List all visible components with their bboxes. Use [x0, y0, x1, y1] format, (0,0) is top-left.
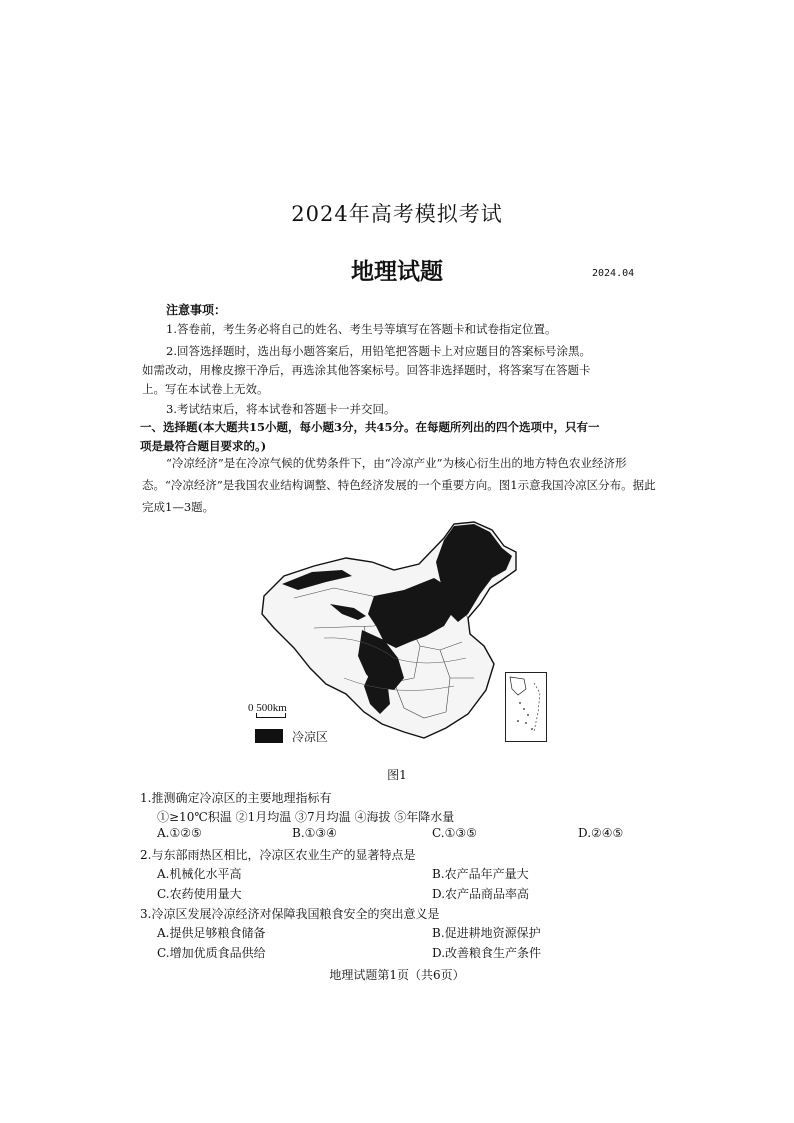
section-heading-line1: 一、选择题(本大题共15小题，每小题3分，共45分。在每题所列出的四个选项中，只有一 [140, 420, 600, 434]
page-footer: 地理试题第1页（共6页） [329, 968, 465, 982]
question-2-stem: 2.与东部雨热区相比，冷凉区农业生产的显著特点是 [140, 848, 416, 862]
map-scale-bar [256, 713, 286, 718]
question-3-stem: 3.冷凉区发展冷凉经济对保障我国粮食安全的突出意义是 [140, 907, 440, 921]
notice-item-1: 1.答卷前，考生务必将自己的姓名、考生号等填写在答题卡和试卷指定位置。 [166, 322, 557, 336]
question-2-option-d: D.农产品商品率高 [432, 887, 530, 901]
map-scale-label: 0 500km [248, 702, 287, 714]
china-cold-region-map [254, 518, 538, 750]
notice-heading: 注意事项： [166, 303, 227, 317]
notice-item-2c: 上。写在本试卷上无效。 [142, 382, 269, 396]
question-1-indicators: ①≥10℃积温 ②1月均温 ③7月均温 ④海拔 ⑤年降水量 [157, 810, 455, 824]
question-1-option-d: D.②④⑤ [578, 826, 624, 840]
notice-item-3: 3.考试结束后，将本试卷和答题卡一并交回。 [166, 402, 396, 416]
question-2-option-b: B.农产品年产量大 [432, 867, 529, 881]
question-3-option-b: B.促进耕地资源保护 [432, 926, 541, 940]
question-1-option-b: B.①③④ [292, 826, 337, 840]
question-3-option-d: D.改善粮食生产条件 [432, 946, 542, 960]
notice-item-2b: 如需改动，用橡皮擦干净后，再选涂其他答案标号。回答非选择题时，将答案写在答题卡 [142, 363, 591, 377]
question-3-option-c: C.增加优质食品供给 [157, 946, 266, 960]
legend-swatch [255, 729, 283, 743]
south-china-sea-inset [505, 672, 547, 742]
exam-title: 2024年高考模拟考试 [291, 202, 503, 226]
section-heading-line2: 项是最符合题目要求的。) [140, 439, 267, 453]
question-2-option-c: C.农药使用量大 [157, 887, 242, 901]
question-1-option-a: A.①②⑤ [157, 826, 202, 840]
question-3-option-a: A.提供足够粮食储备 [157, 926, 266, 940]
subject-title: 地理试题 [351, 258, 443, 285]
figure-caption: 图1 [387, 768, 407, 782]
exam-date: 2024.04 [592, 268, 635, 279]
inset-map [506, 673, 546, 741]
question-1-option-c: C.①③⑤ [432, 826, 477, 840]
intro-paragraph: “冷凉经济”是在冷凉气候的优势条件下，由“冷凉产业”为核心衍生出的地方特色农业经济形态。“冷凉经济”是我国农业结构调整、特色经济发展的一个重要方向。图1示意我国冷凉区分布。据此完成1—3题。 [142, 456, 656, 514]
notice-item-2a: 2.回答选择题时，选出每小题答案后，用铅笔把答题卡上对应题目的答案标号涂黑。 [166, 344, 591, 358]
question-2-option-a: A.机械化水平高 [157, 867, 242, 881]
question-1-stem: 1.推测确定冷凉区的主要地理指标有 [140, 791, 332, 805]
legend-label: 冷凉区 [292, 730, 329, 744]
